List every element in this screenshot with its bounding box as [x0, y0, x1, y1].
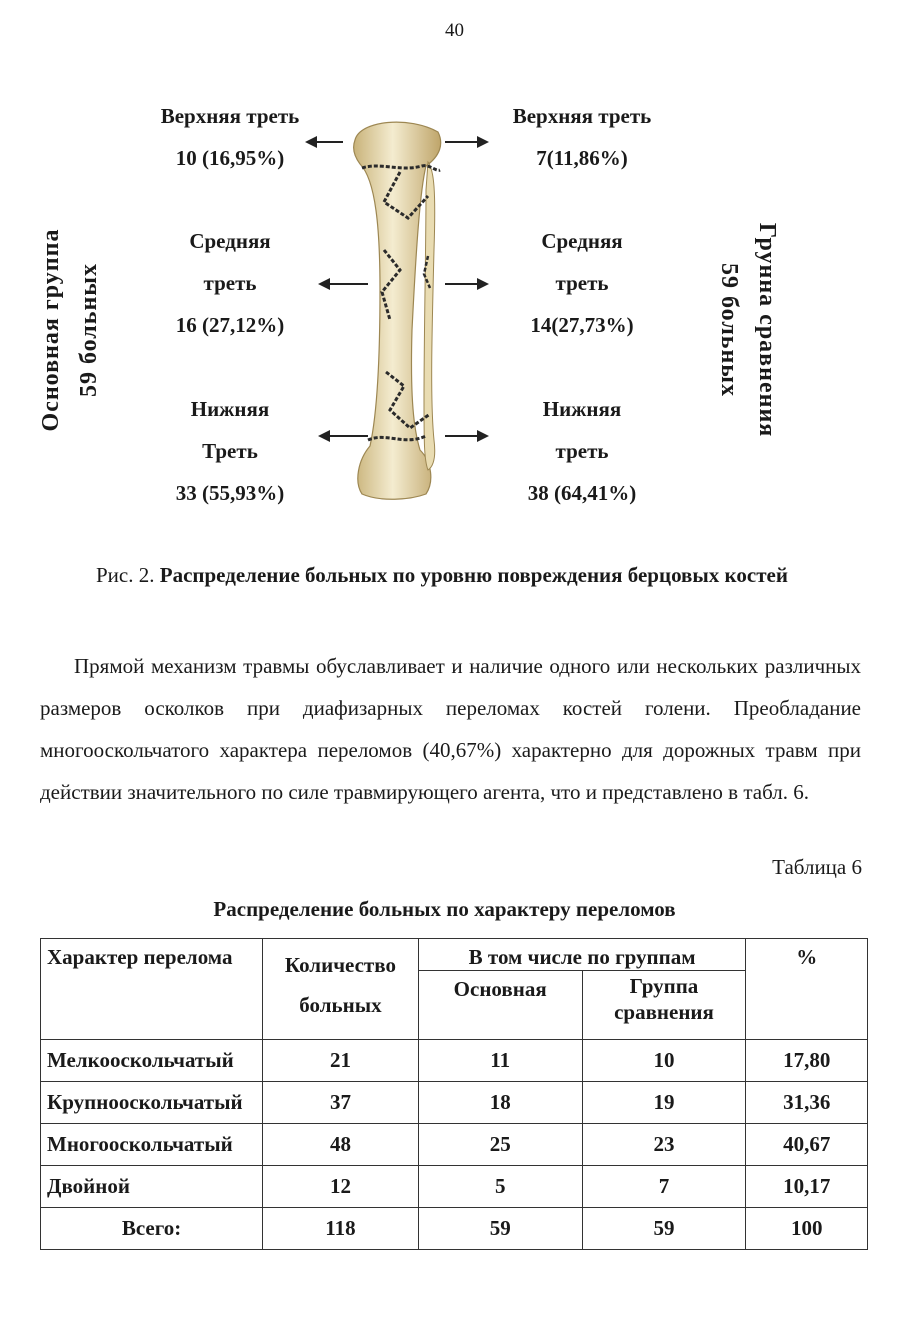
left-middle-title: Средняя [189, 229, 271, 253]
page-number: 40 [445, 20, 464, 41]
right-middle-value: 14(27,73%) [530, 313, 634, 337]
row-comparison: 7 [582, 1166, 746, 1208]
total-count: 118 [263, 1208, 419, 1250]
row-name: Крупнооскольчатый [41, 1082, 263, 1124]
table-row [41, 1166, 868, 1208]
left-upper-label [130, 95, 330, 179]
total-comparison: 59 [582, 1208, 746, 1250]
right-upper-label [482, 95, 682, 179]
right-lower-label [482, 388, 682, 514]
table-row [41, 1040, 868, 1082]
right-lower-title: Нижняя [542, 397, 622, 421]
comparison-group-count: 59 больных [716, 262, 742, 398]
caption-text: Распределение больных по уровню повреждения берцовых костей [159, 563, 788, 587]
table-label: Таблица 6 [772, 855, 862, 879]
header-main: Основная [418, 971, 582, 1040]
left-middle-subtitle: треть [203, 271, 257, 295]
left-lower-subtitle: Треть [202, 439, 258, 463]
total-name: Всего: [41, 1208, 263, 1250]
tibia-fibula-illustration [340, 110, 460, 550]
header-percent: % [746, 939, 868, 1040]
table-row [41, 1082, 868, 1124]
header-type: Характер перелома [41, 939, 263, 1040]
right-middle-title: Средняя [541, 229, 623, 253]
row-name: Двойной [41, 1166, 263, 1208]
left-lower-value: 33 (55,93%) [175, 481, 285, 505]
row-comparison: 19 [582, 1082, 746, 1124]
header-count: Количество больных [263, 939, 419, 1040]
right-upper-title: Верхняя треть [512, 104, 652, 128]
row-main: 5 [418, 1166, 582, 1208]
main-group-count: 59 больных [76, 262, 102, 398]
table-title: Распределение больных по характеру переломов [213, 897, 676, 921]
row-count: 21 [263, 1040, 419, 1082]
row-percent: 10,17 [746, 1166, 868, 1208]
main-group-title: Основная группа [38, 228, 64, 432]
row-count: 37 [263, 1082, 419, 1124]
header-groups: В том числе по группам [418, 939, 746, 971]
figure-caption [96, 563, 788, 588]
left-lower-title: Нижняя [190, 397, 270, 421]
comparison-group-title: Грунна сравнения [754, 222, 780, 438]
right-middle-label [482, 220, 682, 346]
right-lower-value: 38 (64,41%) [527, 481, 637, 505]
row-comparison: 10 [582, 1040, 746, 1082]
body-paragraph [40, 645, 861, 813]
left-middle-label [130, 220, 330, 346]
row-count: 12 [263, 1166, 419, 1208]
paragraph-text: Прямой механизм травмы обуславливает и наличие одного или нескольких различных размеров осколков при диафизарных переломах костей голени. Преобладание многооскольчатого характера переломов (40,67%) характерно для дорожных травм при действии значительного по силе травмирующего агента, что и представлено в табл. 6. [40, 654, 861, 804]
header-comparison: Группа сравнения [582, 971, 746, 1040]
right-upper-value: 7(11,86%) [536, 146, 628, 170]
row-main: 11 [418, 1040, 582, 1082]
left-lower-label [130, 388, 330, 514]
left-upper-title: Верхняя треть [160, 104, 300, 128]
left-upper-value: 10 (16,95%) [175, 146, 285, 170]
row-count: 48 [263, 1124, 419, 1166]
row-percent: 31,36 [746, 1082, 868, 1124]
left-upper-arrow [307, 141, 343, 143]
row-name: Мелкооскольчатый [41, 1040, 263, 1082]
row-main: 25 [418, 1124, 582, 1166]
right-lower-subtitle: треть [555, 439, 609, 463]
row-main: 18 [418, 1082, 582, 1124]
right-middle-subtitle: треть [555, 271, 609, 295]
caption-prefix: Рис. 2. [96, 563, 155, 587]
row-percent: 40,67 [746, 1124, 868, 1166]
total-percent: 100 [746, 1208, 868, 1250]
total-main: 59 [418, 1208, 582, 1250]
row-percent: 17,80 [746, 1040, 868, 1082]
table-total-row [41, 1208, 868, 1250]
table-header-row [41, 939, 868, 971]
comparison-group-label [710, 223, 786, 438]
row-comparison: 23 [582, 1124, 746, 1166]
table-row [41, 1124, 868, 1166]
row-name: Многооскольчатый [41, 1124, 263, 1166]
main-group-label [32, 229, 108, 432]
left-middle-value: 16 (27,12%) [175, 313, 285, 337]
fracture-table [40, 938, 868, 1250]
